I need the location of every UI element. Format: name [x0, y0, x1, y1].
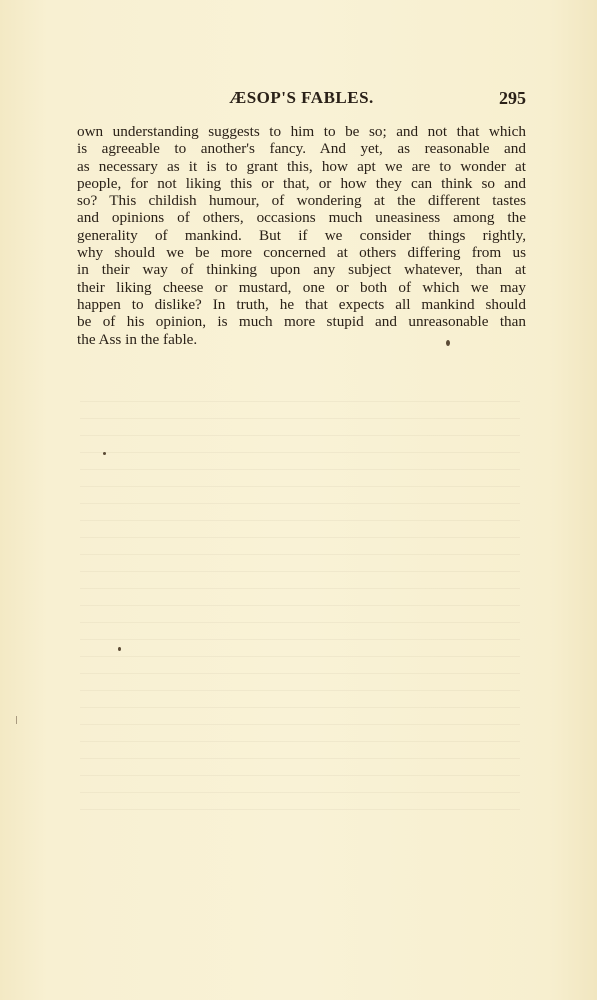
- text-line: happen to dislike? In truth, he that expects all mankind should: [77, 295, 526, 313]
- text-line: the Ass in the fable.: [77, 330, 198, 348]
- running-title: ÆSOP'S FABLES.: [229, 88, 374, 107]
- text-line: why should we be more concerned at others differing from us: [77, 244, 526, 262]
- running-head: [77, 88, 526, 110]
- ink-speck: [446, 340, 450, 346]
- text-line: people, for not liking this or that, or how they can think so and: [77, 174, 526, 192]
- text-line: so? This childish humour, of wondering at the different tastes: [77, 192, 526, 210]
- ink-speck: [118, 647, 121, 651]
- page-number: 295: [499, 88, 526, 108]
- text-line: and opinions of others, occasions much uneasiness among the: [77, 209, 526, 227]
- ink-speck: [16, 716, 17, 724]
- ink-speck: [103, 452, 106, 455]
- text-line: their liking cheese or mustard, one or both of which we may: [77, 278, 526, 296]
- text-line: is agreeable to another's fancy. And yet, as reasonable and: [77, 140, 526, 158]
- text-line: be of his opinion, is much more stupid and unreasonable than: [77, 313, 526, 331]
- text-line: generality of mankind. But if we consider things rightly,: [77, 226, 526, 244]
- text-line: in their way of thinking upon any subject whatever, than at: [77, 261, 526, 279]
- show-through-texture: [80, 390, 520, 810]
- body-text: [77, 123, 526, 348]
- text-line: own understanding suggests to him to be so; and not that which: [77, 123, 526, 140]
- text-line: as necessary as it is to grant this, how apt we are to wonder at: [77, 157, 526, 175]
